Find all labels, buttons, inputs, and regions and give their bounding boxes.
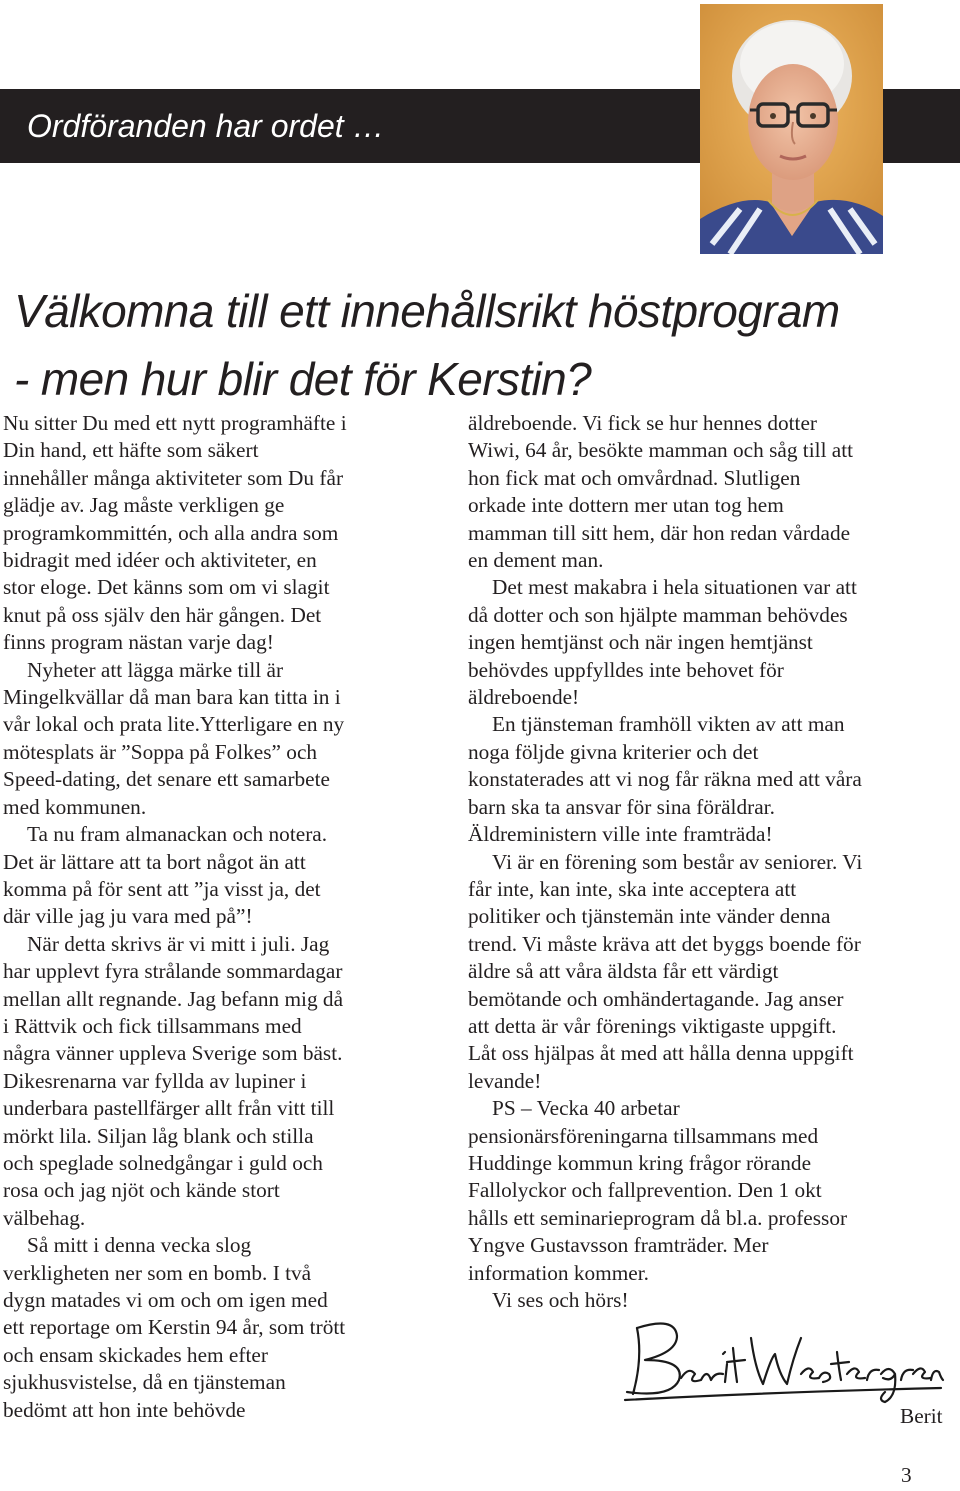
text-line: i Rättvik och fick tillsammans med	[3, 1013, 302, 1038]
text-line: Nyheter att lägga märke till är	[27, 657, 284, 682]
text-line: ett reportage om Kerstin 94 år, som trött	[3, 1315, 346, 1340]
text-line: äldreboende!	[468, 685, 580, 710]
paragraph	[3, 1232, 453, 1424]
text-line: underbara pastellfärger allt från vitt till	[3, 1096, 335, 1121]
text-line: levande!	[468, 1068, 542, 1093]
text-line: komma på för sent att ”ja visst ja, det	[3, 876, 321, 901]
text-line: behövdes uppfylldes inte behovet för	[468, 657, 784, 682]
text-line: Nu sitter Du med ett nytt programhäfte i	[3, 411, 347, 435]
text-line: välbehag.	[3, 1205, 86, 1230]
paragraph	[3, 821, 453, 931]
text-line: mamman till sitt hem, där hon redan vårdade	[468, 520, 851, 545]
text-line: information kommer.	[468, 1260, 649, 1285]
text-line: stor eloge. Det känns som om vi slagit	[3, 575, 330, 600]
text-line: politiker och tjänstemän inte vänder denna	[468, 904, 831, 929]
page-number: 3	[901, 1463, 912, 1487]
text-line: Dikesrenarna var fyllda av lupiner i	[3, 1068, 307, 1093]
paragraph	[3, 931, 453, 1232]
text-line: knut på oss själv den här gången. Det	[3, 602, 322, 627]
text-line: konstaterades att vi nog får räkna med att våra	[468, 767, 862, 792]
portrait-photo	[700, 4, 883, 254]
paragraph	[468, 1095, 960, 1287]
text-line: bidragit med idéer och aktiviteter, en	[3, 548, 317, 573]
text-line: äldre så att våra äldsta får ett värdigt	[468, 959, 779, 984]
paragraph	[468, 711, 960, 848]
text-line: har upplevt fyra strålande sommardagar	[3, 959, 343, 984]
text-line: programkommittén, och alla andra som	[3, 520, 339, 545]
right-column	[468, 410, 960, 1314]
text-line: Din hand, ett häfte som säkert	[3, 438, 259, 463]
paragraph	[468, 849, 960, 1096]
text-line: trend. Vi måste kräva att det byggs boende för	[468, 931, 861, 956]
text-line: sjukhusvistelse, då en tjänsteman	[3, 1370, 286, 1395]
signature-name: Berit	[900, 1404, 943, 1428]
text-line: vår lokal och prata lite.Ytterligare en ny	[3, 712, 345, 737]
text-line: finns program nästan varje dag!	[3, 630, 274, 655]
text-line: Speed-dating, det senare ett samarbete	[3, 767, 331, 792]
text-line: med kommunen.	[3, 794, 147, 819]
text-line: Så mitt i denna vecka slog	[27, 1233, 252, 1258]
text-line: Huddinge kommun kring frågor rörande	[468, 1150, 812, 1175]
text-line: hon fick mat och omvårdnad. Slutligen	[468, 465, 801, 490]
text-line: noga följde givna kriterier och det	[468, 739, 759, 764]
text-line: pensionärsföreningarna tillsammans med	[468, 1123, 819, 1148]
text-line: då dotter och son hjälpte mamman behövdes	[468, 602, 848, 627]
text-line: glädje av. Jag måste verkligen ge	[3, 493, 285, 518]
text-line: När detta skrivs är vi mitt i juli. Jag	[27, 931, 330, 956]
text-line: och ensam skickades hem efter	[3, 1342, 268, 1367]
left-column	[3, 410, 453, 1424]
text-line: En tjänsteman framhöll vikten av att man	[492, 712, 845, 737]
paragraph	[468, 574, 960, 711]
paragraph	[3, 657, 453, 821]
text-line: Äldreministern ville inte framträda!	[468, 822, 773, 847]
text-line: äldreboende. Vi fick se hur hennes dotter	[468, 411, 818, 435]
text-line: PS – Vecka 40 arbetar	[492, 1096, 680, 1121]
text-line: Ta nu fram almanackan och notera.	[27, 822, 328, 847]
text-line: rosa och jag njöt och kände stort	[3, 1178, 280, 1203]
text-line: mötesplats är ”Soppa på Folkes” och	[3, 739, 318, 764]
text-line: Wiwi, 64 år, besökte mamman och såg till att	[468, 438, 854, 463]
text-line: dygn matades vi om och om igen med	[3, 1288, 328, 1312]
text-line: bemötande och omhändertagande. Jag anser	[468, 986, 844, 1011]
page-title: Ordföranden har ordet …	[27, 108, 385, 144]
text-line: hålls ett seminarieprogram då bl.a. professor	[468, 1205, 848, 1230]
headline-line-1: Välkomna till ett innehållsrikt höstprogram	[14, 285, 840, 337]
text-line: Det mest makabra i hela situationen var att	[492, 575, 857, 600]
text-line: Vi är en förening som består av seniorer. Vi	[492, 849, 863, 874]
text-line: Det är lättare att ta bort något än att	[3, 849, 306, 874]
text-line: att detta är vår förenings viktigaste uppgift.	[468, 1013, 837, 1038]
paragraph	[3, 410, 453, 657]
text-line: mörkt lila. Siljan låg blank och stilla	[3, 1123, 314, 1148]
text-line: och speglade solnedgångar i guld och	[3, 1150, 323, 1175]
text-line: några vänner uppleva Sverige som bäst.	[3, 1041, 343, 1066]
text-line: Mingelkvällar då man bara kan titta in i	[3, 685, 341, 710]
text-line: får inte, kan inte, ska inte acceptera att	[468, 876, 797, 901]
text-line: en dement man.	[468, 548, 604, 573]
handwritten-signature	[615, 1308, 945, 1408]
text-line: Vi ses och hörs!	[492, 1288, 629, 1312]
text-line: bedömt att hon inte behövde	[3, 1397, 246, 1422]
headline-line-2: - men hur blir det för Kerstin?	[14, 353, 592, 405]
text-line: ingen hemtjänst och när ingen hemtjänst	[468, 630, 813, 655]
text-line: där ville jag ju vara med på”!	[3, 904, 253, 929]
text-line: Yngve Gustavsson framträder. Mer	[468, 1233, 769, 1258]
text-line: verkligheten ner som en bomb. I två	[3, 1260, 312, 1285]
text-line: innehåller många aktiviteter som Du får	[3, 465, 344, 490]
text-line: mellan allt regnande. Jag befann mig då	[3, 986, 344, 1011]
text-line: Fallolyckor och fallprevention. Den 1 okt	[468, 1178, 822, 1203]
text-line: barn ska ta ansvar för sina föräldrar.	[468, 794, 775, 819]
text-line: orkade inte dottern mer utan tog hem	[468, 493, 784, 518]
paragraph	[468, 410, 960, 574]
text-line: Låt oss hjälpas åt med att hålla denna uppgift	[468, 1041, 854, 1066]
